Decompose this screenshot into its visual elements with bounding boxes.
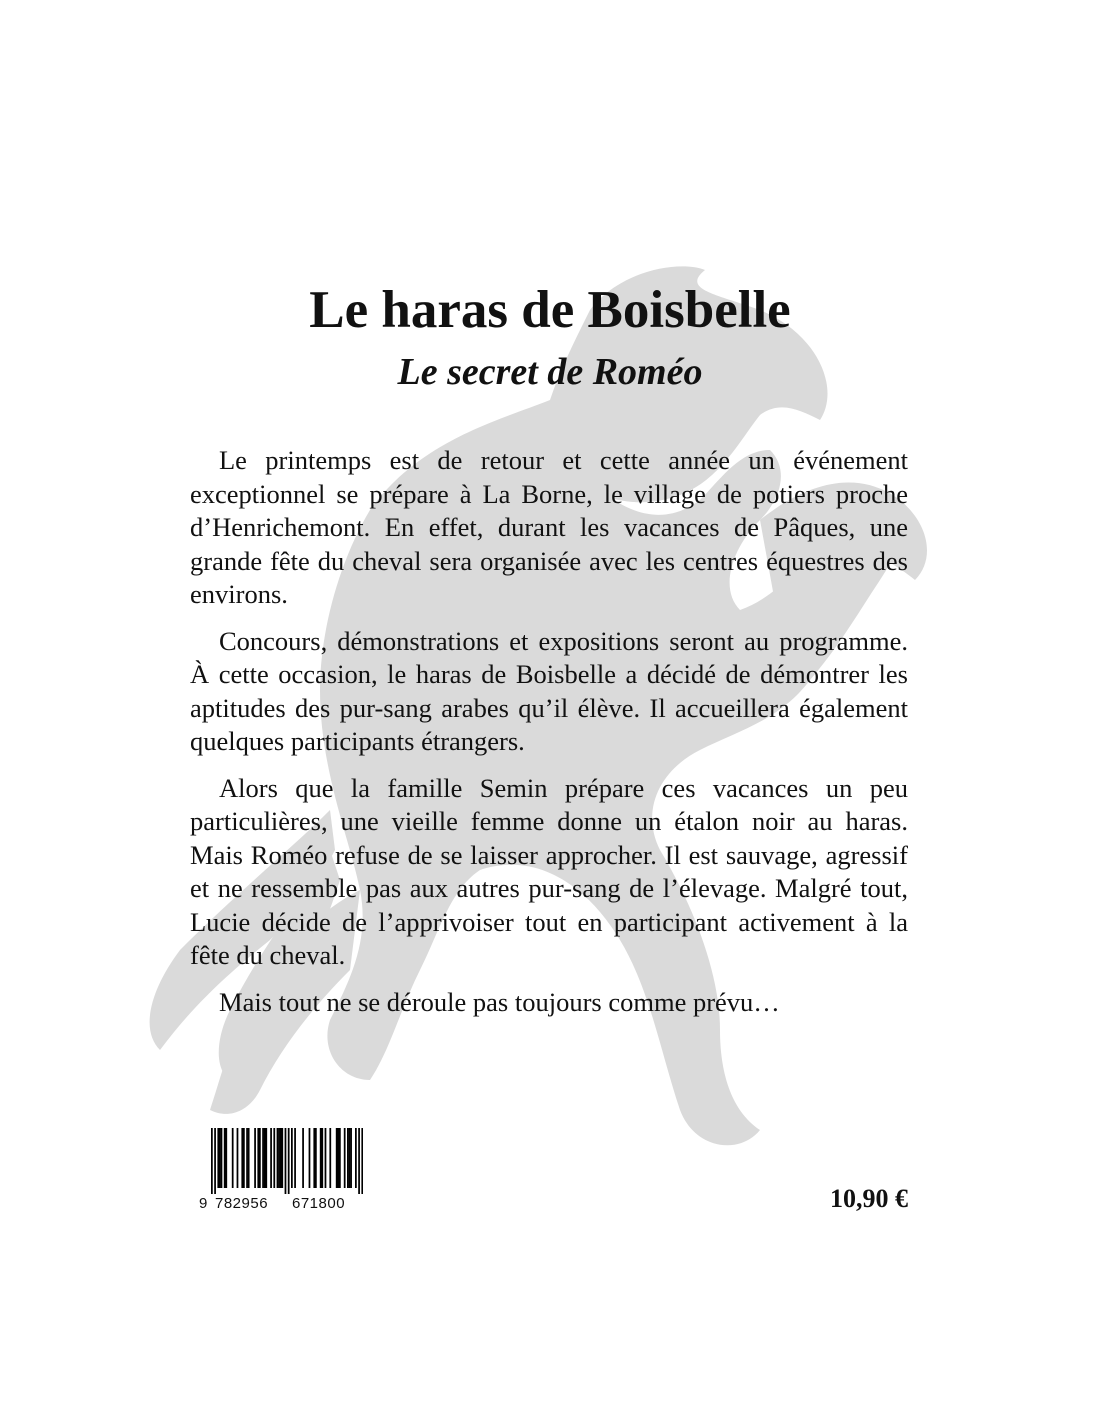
barcode-bar bbox=[257, 1128, 259, 1188]
barcode-bar bbox=[214, 1128, 216, 1196]
barcode-bar bbox=[262, 1128, 264, 1188]
barcode-bar bbox=[270, 1128, 272, 1188]
barcode-bar bbox=[329, 1128, 331, 1188]
barcode-bar bbox=[315, 1128, 317, 1188]
barcode-bar bbox=[264, 1128, 266, 1188]
barcode-bar bbox=[309, 1128, 311, 1188]
barcode-bar bbox=[265, 1128, 267, 1188]
barcode-digits bbox=[199, 1194, 363, 1214]
barcode-bar bbox=[302, 1128, 304, 1188]
barcode-bar bbox=[321, 1128, 323, 1188]
barcode-bar bbox=[325, 1128, 327, 1188]
barcode-bar bbox=[347, 1128, 349, 1188]
barcode-bar bbox=[243, 1128, 245, 1188]
barcode-bar bbox=[358, 1128, 360, 1196]
barcode-bar bbox=[273, 1128, 275, 1188]
barcode-bar bbox=[225, 1128, 227, 1188]
barcode-bar bbox=[237, 1128, 239, 1188]
barcode-bar bbox=[285, 1128, 287, 1196]
barcode-bar bbox=[349, 1128, 351, 1188]
barcode-bar bbox=[291, 1128, 293, 1188]
barcode-bar bbox=[313, 1128, 315, 1188]
barcode-bar bbox=[288, 1128, 290, 1196]
barcode-bar bbox=[241, 1128, 243, 1188]
barcode-bar bbox=[336, 1128, 338, 1188]
price-label: 10,90 € bbox=[830, 1184, 908, 1213]
barcode-bar bbox=[217, 1128, 219, 1188]
barcode-bar bbox=[221, 1128, 223, 1188]
barcode-bar bbox=[224, 1128, 226, 1188]
blurb-paragraph: Alors que la famille Semin prépare ces vacances un peu particulières, une vieille femme donne un étalon noir au haras. Mais Roméo refuse de se laisser approcher. Il est sauvage, agressif et ne ressemble pas aux autres pur-sang de l’élevage. Malgré tout, Lucie décide de l’apprivoiser tout en participant activement à la fête du cheval. bbox=[190, 772, 908, 970]
barcode-bar bbox=[294, 1128, 296, 1188]
barcode-bar bbox=[337, 1128, 339, 1188]
barcode-bar bbox=[280, 1128, 282, 1188]
barcode-bar bbox=[361, 1128, 363, 1196]
blurb-paragraph: Le printemps est de retour et cette année un événement exceptionnel se prépare à La Borne, le village de potiers proche d’Henrichemont. En effet, durant les vacances de Pâques, une grande fête du cheval sera organisée avec les centres équestres des environs. bbox=[190, 445, 908, 609]
barcode-bar bbox=[278, 1128, 280, 1188]
barcode-bar bbox=[259, 1128, 261, 1188]
isbn-barcode bbox=[199, 1128, 363, 1216]
barcode-bar bbox=[219, 1128, 221, 1188]
barcode-bars bbox=[199, 1128, 363, 1196]
barcode-bar bbox=[320, 1128, 322, 1188]
barcode-bar bbox=[254, 1128, 256, 1188]
blurb-paragraph: Concours, démonstrations et expositions seront au programme. À cette occasion, le haras de Boisbelle a décidé de démontrer les aptitudes des pur-sang arabes qu’il élève. Il accueillera également quelques participants étrangers. bbox=[190, 625, 908, 756]
blurb-text bbox=[190, 444, 908, 1032]
barcode-first-digit: 9 bbox=[199, 1195, 208, 1212]
barcode-bar bbox=[355, 1128, 357, 1188]
book-subtitle: Le secret de Roméo bbox=[397, 351, 703, 393]
blurb-paragraph: Mais tout ne se déroule pas toujours comme prévu… bbox=[219, 986, 780, 1017]
book-title: Le haras de Boisbelle bbox=[309, 281, 791, 339]
barcode-bar bbox=[350, 1128, 352, 1188]
barcode-bar bbox=[246, 1128, 248, 1188]
barcode-bar bbox=[339, 1128, 341, 1188]
barcode-bar bbox=[232, 1128, 234, 1188]
barcode-left-group: 782956 bbox=[215, 1195, 269, 1212]
barcode-bar bbox=[211, 1128, 213, 1196]
barcode-right-group: 671800 bbox=[292, 1195, 346, 1212]
barcode-bar bbox=[248, 1128, 250, 1188]
barcode-bar bbox=[344, 1128, 346, 1188]
barcode-bar bbox=[277, 1128, 279, 1188]
barcode-bar bbox=[281, 1128, 283, 1188]
